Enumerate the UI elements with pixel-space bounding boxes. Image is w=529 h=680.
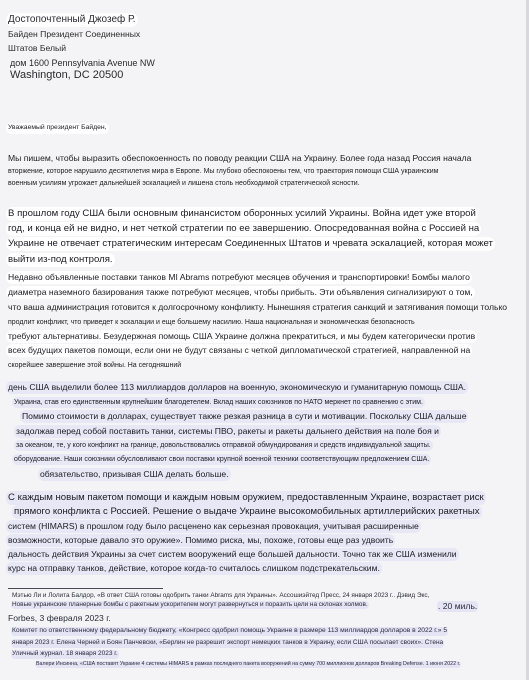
paragraph-line: курс на отправку танков, действие, которое когда-то считалось слишком подстрекательским. [8,563,380,573]
paragraph-line: С каждым новым пакетом помощи и каждым новым оружием, предоставленным Украине, возрастает риск [8,492,484,503]
paragraph-line: Мы пишем, чтобы выразить обеспокоенность по поводу реакции США на Украину. Более года назад Россия начала [8,153,472,163]
paragraph-line: обязательство, призывая США делать больше. [40,469,229,479]
address-street: дом 1600 Pennsylvania Avenue NW [10,58,155,68]
paragraph-line: прямого конфликта с Россией. Решение о выдаче Украине высокомобильных артиллерийских ракетных [14,506,480,517]
paragraph-line: дальность действия Украины за счет систем вооружений еще большей дальности. Точно так же США изменили [8,549,457,559]
footnote-line: Валери Инсинна, «США поставят Украине 4 системы HIMARS в рамках последнего пакета вооружений на сумму 700 миллионов долларов Breaking Defense. 1 июня 2022 г. [36,661,461,667]
paragraph-line: за океаном, те, у кого конфликт на границе, довольствовались отправкой обмундирования и средств индивидуальной защиты. [16,442,431,449]
paragraph-line: что ваша администрация готовится к долгосрочному конфликту. Нынешняя стратегия санкций и затягивания помощи только [8,302,508,312]
salutation: Уважаемый президент Байден, [8,124,107,131]
footnote-line: Новые украинские планерные бомбы с ракетным ускорителем могут развернуться и поразить цели на склонах холмов. [12,601,368,608]
footnote-line: . 20 миль. [438,601,478,611]
paragraph-line: Украина, став его единственным крупнейшим благодетелем. Вклад наших союзников по НАТО меркнет по сравнению с этим. [14,399,423,406]
footnote-divider [8,588,163,589]
paragraph-line: В прошлом году США были основным финансистом оборонных усилий Украины. Война идет уже второй [8,208,476,219]
footnote-line: Мэтью Ли и Лолита Балдор, «В ответ США готовы одобрить танки Abrams для Украины». Ассошиэйтед Пресс, 24 января 2023 г.. Дэвид Экс, [12,592,430,599]
paragraph-line: требуют альтернативы. Безудержная помощь США Украине должна прекратиться, и мы будем категорически против [8,331,476,341]
paragraph-line: продлит конфликт, что приведет к эскалации и еще большему насилию. Наша национальная и экономическая безопасность [8,319,415,326]
paragraph-line: Недавно объявленные поставки танков MI Abrams потребуют месяцев обучения и транспортировки! Бомбы малого [8,272,470,282]
paragraph-line: оборудование. Наши союзники обусловливают свои поставки крупной военной техники соответствующим предложением США. [14,456,430,463]
paragraph-line: день США выделили более 113 миллиардов долларов на военную, экономическую и гуманитарную помощь США. [8,382,467,392]
paragraph-line: Украине не отвечает стратегическим интересам Соединенных Штатов и чревата эскалацией, которая может [8,238,493,249]
footnote-line: Комитет по ответственному федеральному бюджету, «Конгресс одобрил помощь Украине в размере 113 миллиардов долларов в 2022 г.» 5 [12,627,448,634]
paragraph-line: систем (HIMARS) в прошлом году было расценено как серьезная провокация, учитывая расширенные [8,521,419,531]
paragraph-line: диаметра наземного базирования также потребуют месяцев, чтобы прибыть. Эти объявления сигнализируют о том, [8,287,473,297]
address-name-title: Байден Президент Соединенных [8,29,141,39]
paragraph-line: Помимо стоимости в долларах, существует также резкая разница в сути и мотивации. Поскольку США дальше [22,411,467,421]
paragraph-line: выйти из-под контроля. [8,254,113,265]
footnote-line: Уличный журнал. 18 января 2023 г. [12,650,118,657]
address-honorific: Достопочтенный Джозеф Р. [8,14,136,25]
address-org: Штатов Белый [8,43,67,53]
paragraph-line: военным усилиям угрожает дальнейшей эскалацией и лишена столь необходимой стратегической ясности. [8,180,360,187]
paragraph-line: год, и конца ей не видно, и нет четкой стратегии по ее завершению. Опосредованная война с Россией на [8,223,480,234]
paragraph-line: возможности, которые давало это оружие». Помимо риска, мы, похоже, готовы еще раз удвоить [8,535,394,545]
paragraph-line: всех будущих пакетов помощи, если они не будут связаны с четкой дипломатической стратегией, направленной на [8,345,471,355]
footnote-line: января 2023 г. Елена Черней и Боян Панчевски, «Берлин не разрешит экспорт немецких танков в Украину, если США посылает своих». Стена [12,639,444,646]
paragraph-line: вторжение, которое нарушило десятилетия мира в Европе. Мы глубоко обеспокоены тем, что траектория помощи США украинским [8,168,439,175]
paragraph-line: задолжав перед собой поставить танки, системы ПВО, ракеты и ракеты дальнего действия на поле боя и [16,426,439,436]
paragraph-line: скорейшее завершение этой войны. На сегодняшний [8,362,182,369]
address-city: Washington, DC 20500 [10,69,124,81]
footnote-line: Forbes, 3 февраля 2023 г. [8,613,111,623]
